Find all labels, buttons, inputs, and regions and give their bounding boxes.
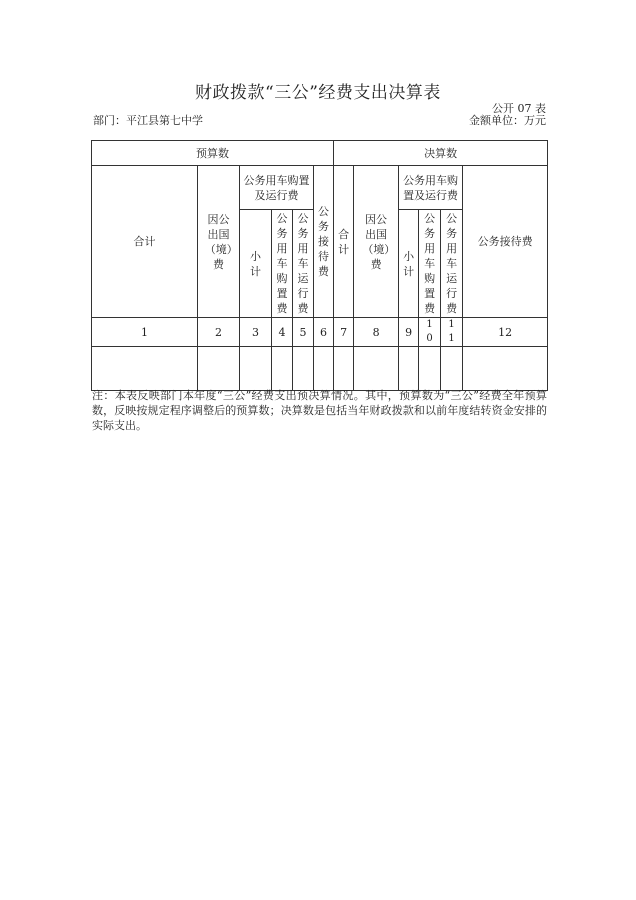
budget-reception-header: 公务接待费	[314, 166, 334, 318]
col-number: 1	[92, 318, 198, 347]
data-cell	[354, 347, 399, 391]
final-total-header: 合计	[334, 166, 354, 318]
budget-vehicle-operation-header: 公务用车运行费	[293, 210, 314, 318]
final-vehicle-group-header: 公务用车购置及运行费	[399, 166, 463, 210]
final-subtotal-header: 小计	[399, 210, 419, 318]
col-number: 10	[419, 318, 441, 347]
col-number: 4	[272, 318, 293, 347]
data-cell	[198, 347, 240, 391]
col-number: 12	[463, 318, 548, 347]
budget-vehicle-group-header: 公务用车购置及运行费	[240, 166, 314, 210]
col-number: 2	[198, 318, 240, 347]
col-number: 5	[293, 318, 314, 347]
data-cell	[441, 347, 463, 391]
budget-header: 预算数	[92, 141, 334, 166]
col-number: 6	[314, 318, 334, 347]
column-number-row	[92, 318, 548, 347]
col-number: 11	[441, 318, 463, 347]
data-cell	[314, 347, 334, 391]
col-number: 3	[240, 318, 272, 347]
budget-abroad-header: 因公出国（境）费	[198, 166, 240, 318]
final-vehicle-purchase-header: 公务用车购置费	[419, 210, 441, 318]
data-cell	[293, 347, 314, 391]
budget-vehicle-purchase-header: 公务用车购置费	[272, 210, 293, 318]
col-number: 7	[334, 318, 354, 347]
data-cell	[463, 347, 548, 391]
final-reception-header: 公务接待费	[463, 166, 548, 318]
unit-label: 金额单位：万元	[469, 114, 546, 127]
form-number: 公开 07 表	[492, 102, 546, 115]
budget-subtotal-header: 小计	[240, 210, 272, 318]
department-label: 部门：平江县第七中学	[93, 114, 203, 127]
data-cell	[334, 347, 354, 391]
data-cell	[419, 347, 441, 391]
col-number: 9	[399, 318, 419, 347]
footnote: 注：本表反映部门本年度“三公”经费支出预决算情况。其中，预算数为“三公”经费全年预算数，反映按规定程序调整后的预算数；决算数是包括当年财政拨款和以前年度结转资金安排的实际支出。	[92, 389, 547, 432]
final-header: 决算数	[334, 141, 548, 166]
data-cell	[92, 347, 198, 391]
col-number: 8	[354, 318, 399, 347]
data-cell	[399, 347, 419, 391]
final-vehicle-operation-header: 公务用车运行费	[441, 210, 463, 318]
data-cell	[240, 347, 272, 391]
page-title: 财政拨款“三公”经费支出决算表	[195, 83, 441, 103]
data-row	[92, 347, 548, 391]
expense-table	[91, 140, 548, 391]
budget-total-header: 合计	[92, 166, 198, 318]
final-abroad-header: 因公出国（境）费	[354, 166, 399, 318]
data-cell	[272, 347, 293, 391]
